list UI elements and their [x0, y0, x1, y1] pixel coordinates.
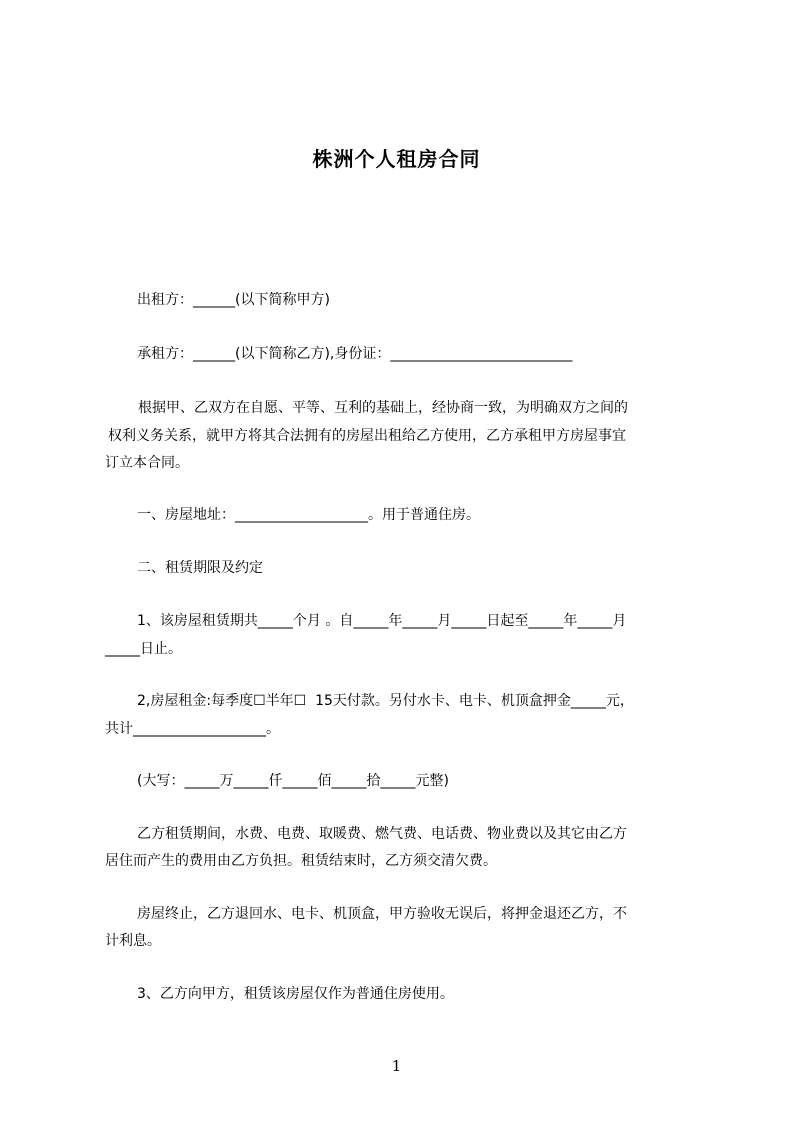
- clause-2-line-2: 共计___________________。: [105, 721, 280, 737]
- section-1-address: 一、房屋地址：___________________。用于普通住房。: [137, 507, 480, 523]
- amount-in-words: (大写：_____万_____仟_____佰_____拾_____元整): [137, 773, 449, 789]
- fees-line-1: 乙方租赁期间，水费、电费、取暖费、燃气费、电话费、物业费以及其它由乙方: [137, 826, 627, 842]
- preamble-line-3: 订立本合同。: [105, 455, 189, 471]
- section-2-heading: 二、租赁期限及约定: [137, 560, 263, 576]
- clause-2-line-1: 2,房屋租金:每季度☐半年☐ 15天付款。另付水卡、电卡、机顶盒押金_____元，: [137, 693, 634, 709]
- termination-line-1: 房屋终止，乙方退回水、电卡、机顶盒，甲方验收无误后，将押金退还乙方，不: [137, 906, 627, 922]
- page-number: 1: [391, 1057, 402, 1075]
- lessor-line: 出租方：______(以下简称甲方): [137, 292, 330, 308]
- preamble-line-1: 根据甲、乙双方在自愿、平等、互利的基础上，经协商一致，为明确双方之间的: [138, 400, 628, 416]
- preamble-line-2: 权利义务关系，就甲方将其合法拥有的房屋出租给乙方使用，乙方承租甲方房屋事宜: [108, 428, 626, 444]
- document-title: 株洲个人租房合同: [312, 147, 481, 171]
- fees-line-2: 居住而产生的费用由乙方负担。租赁结束时，乙方须交清欠费。: [105, 853, 497, 869]
- clause-1-line-1: 1、该房屋租赁期共_____个月 。自_____年_____月_____日起至_____年_____月: [137, 613, 627, 629]
- clause-1-line-2: _____日止。: [105, 641, 182, 657]
- termination-line-2: 计利息。: [105, 933, 161, 949]
- lessee-line: 承租方：______(以下简称乙方),身份证：__________________________: [137, 346, 573, 362]
- clause-3: 3、乙方向甲方，租赁该房屋仅作为普通住房使用。: [137, 986, 454, 1002]
